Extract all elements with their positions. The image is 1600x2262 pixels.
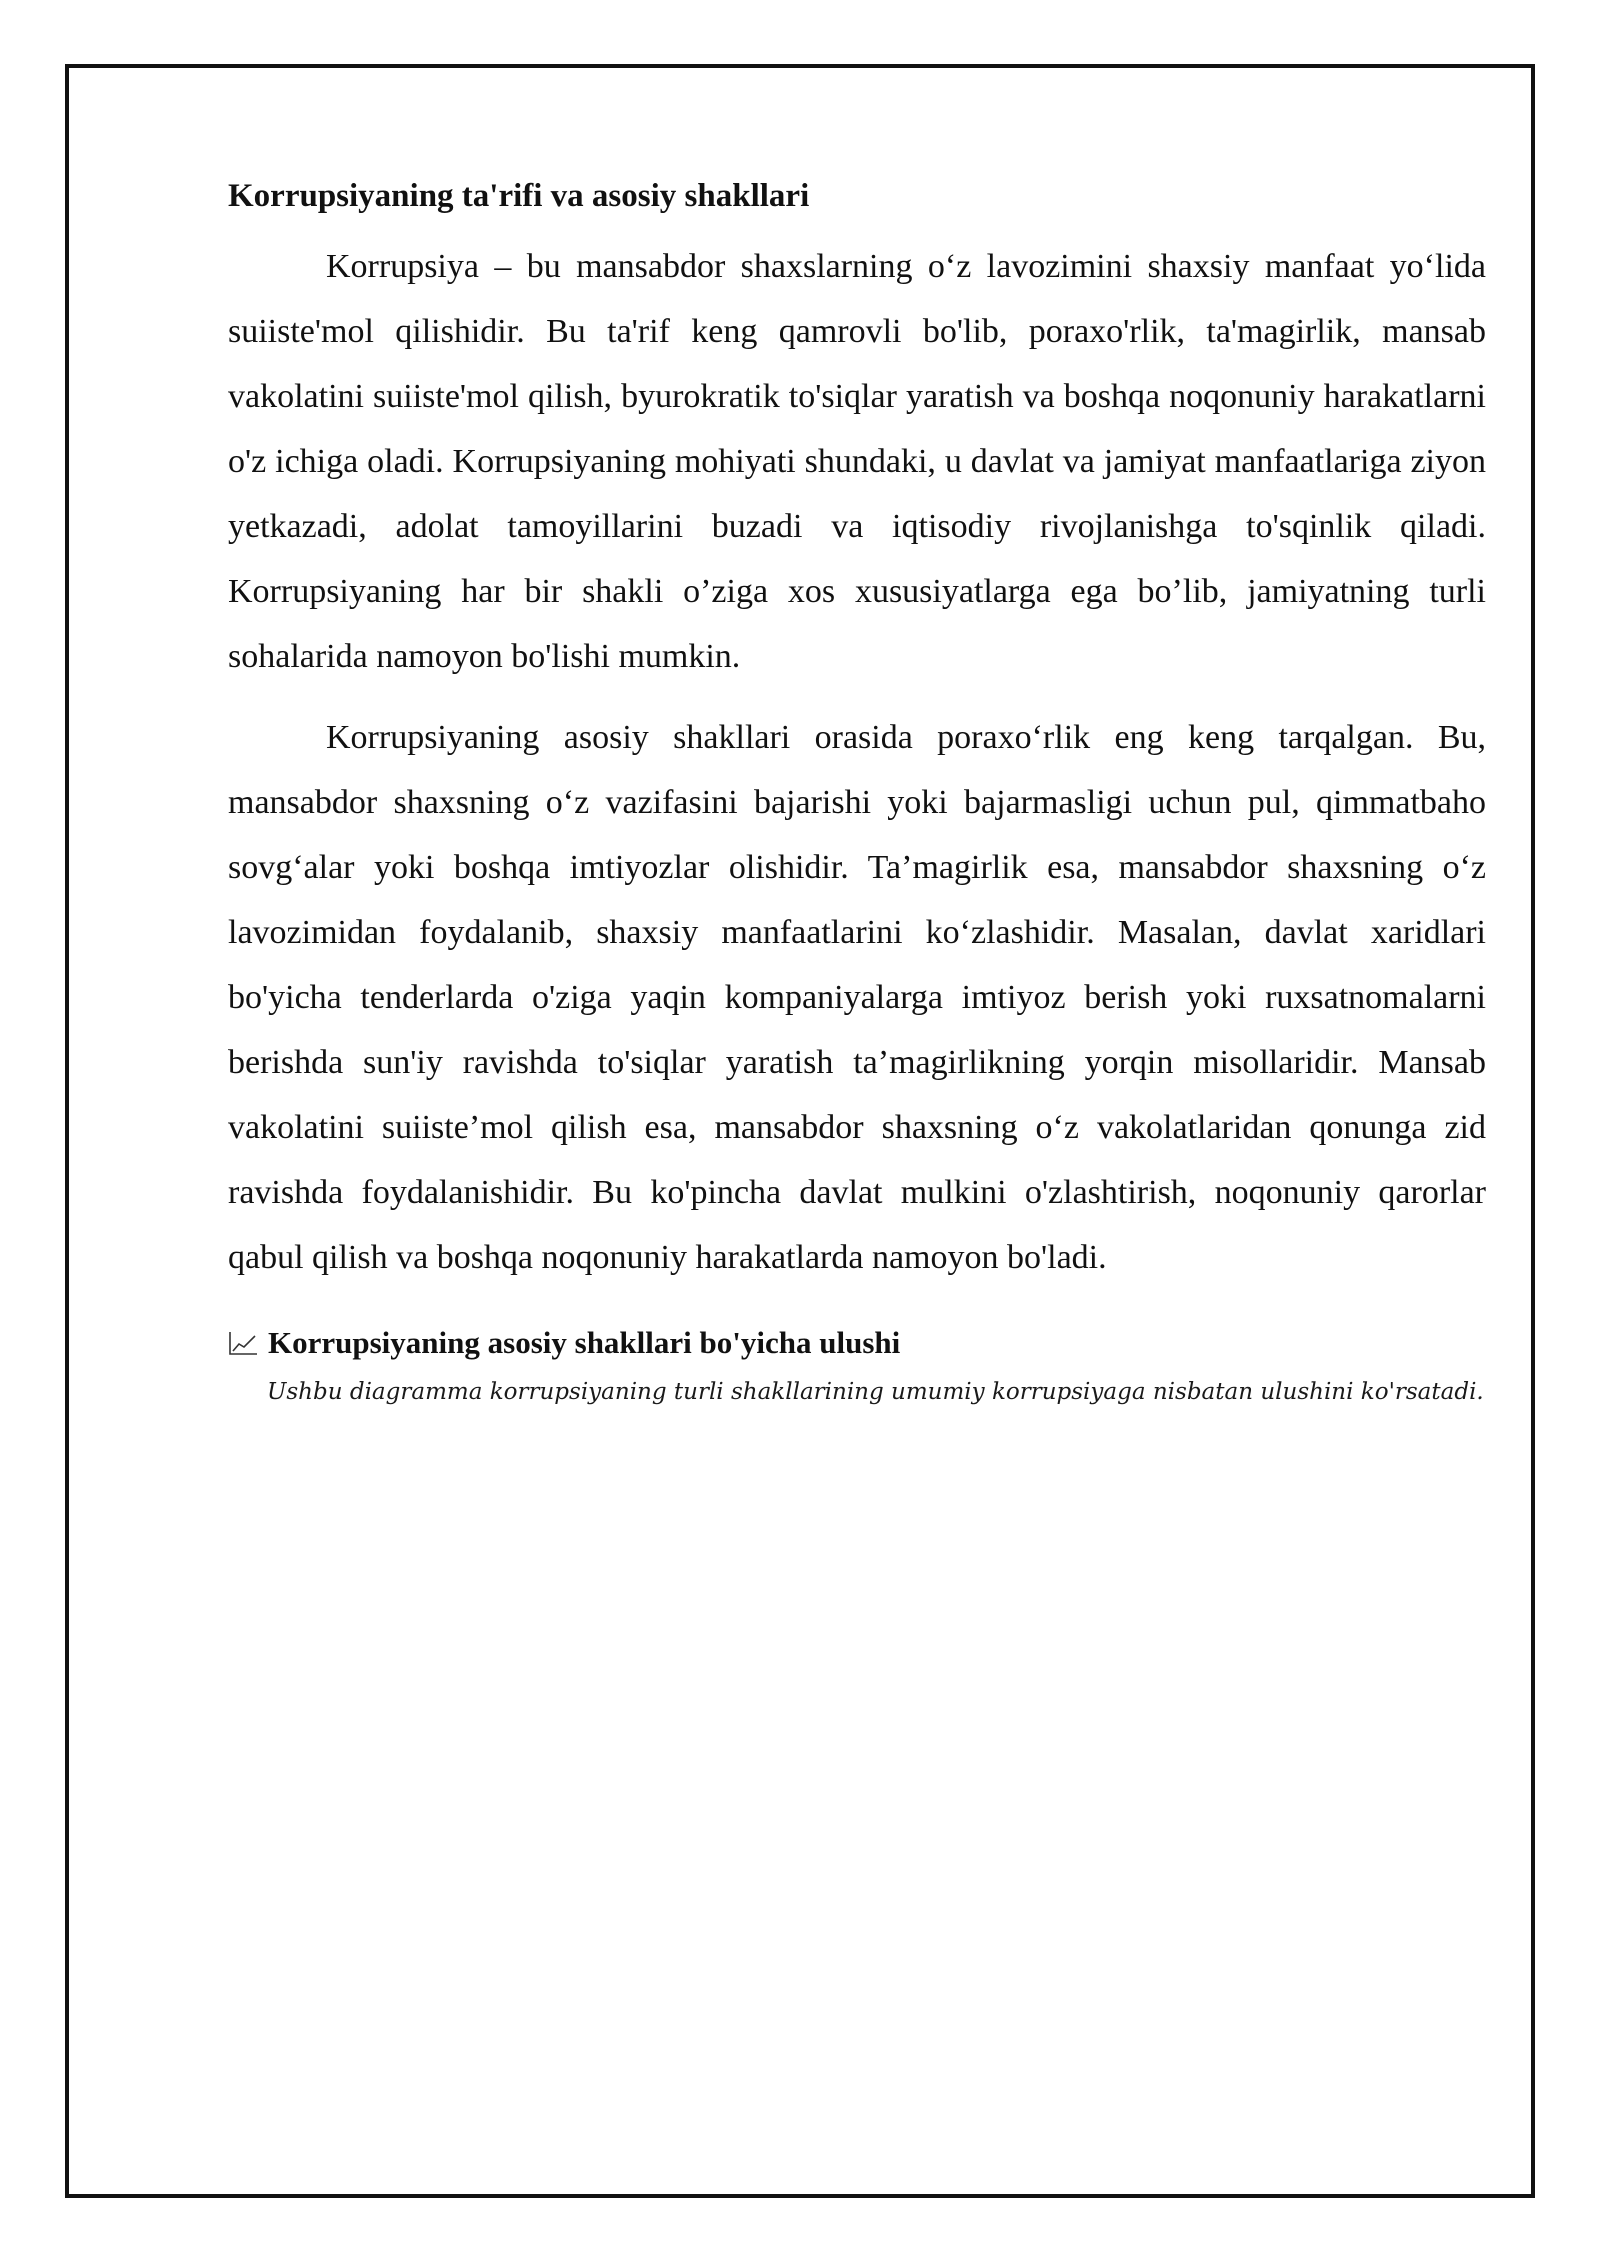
section-heading: Korrupsiyaning ta'rifi va asosiy shakllari [228, 178, 810, 214]
figure-caption: Ushbu diagramma korrupsiyaning turli shakllarining umumiy korrupsiyaga nisbatan ulushini ko'rsatadi. [267, 1379, 1484, 1405]
page-content [228, 172, 1486, 1412]
chart-increasing-icon [228, 1330, 258, 1356]
figure-title: Korrupsiyaning asosiy shakllari bo'yicha ulushi [268, 1325, 901, 1360]
paragraph-definition: Korrupsiya – bu mansabdor shaxslarning o‘z lavozimini shaxsiy manfaat yo‘lida suiiste'mol qilishidir. Bu ta'rif keng qamrovli bo'lib, poraxo'rlik, ta'magirlik, mansab vakolatini suiiste'mol qilish, byurokratik to'siqlar yaratish va boshqa noqonuniy harakatlarni o'z ichiga oladi. Korrupsiyaning mohiyati shundaki, u davlat va jamiyat manfaatlariga ziyon yetkazadi, adolat tamoyillarini buzadi va iqtisodiy rivojlanishga to'sqinlik qiladi. Korrupsiyaning har bir shakli o’ziga xos xususiyatlarga ega bo’lib, jamiyatning turli sohalarida namoyon bo'lishi mumkin. [228, 248, 1486, 675]
paragraph-main-forms: Korrupsiyaning asosiy shakllari orasida poraxo‘rlik eng keng tarqalgan. Bu, mansabdor shaxsning o‘z vazifasini bajarishi yoki bajarmasligi uchun pul, qimmatbaho sovg‘alar yoki boshqa imtiyozlar olishidir. Ta’magirlik esa, mansabdor shaxsning o‘z lavozimidan foydalanib, shaxsiy manfaatlarini ko‘zlashidir. Masalan, davlat xaridlari bo'yicha tenderlarda o'ziga yaqin kompaniyalarga imtiyoz berish yoki ruxsatnomalarni berishda sun'iy ravishda to'siqlar yaratish ta’magirlikning yorqin misollaridir. Mansab vakolatini suiiste’mol qilish esa, mansabdor shaxsning o‘z vakolatlaridan qonunga zid ravishda foydalanishidir. Bu ko'pincha davlat mulkini o'zlashtirish, noqonuniy qarorlar qabul qilish va boshqa noqonuniy harakatlarda namoyon bo'ladi. [228, 719, 1486, 1276]
figure-title-row [228, 1320, 1486, 1366]
figure-block [228, 1320, 1486, 1412]
